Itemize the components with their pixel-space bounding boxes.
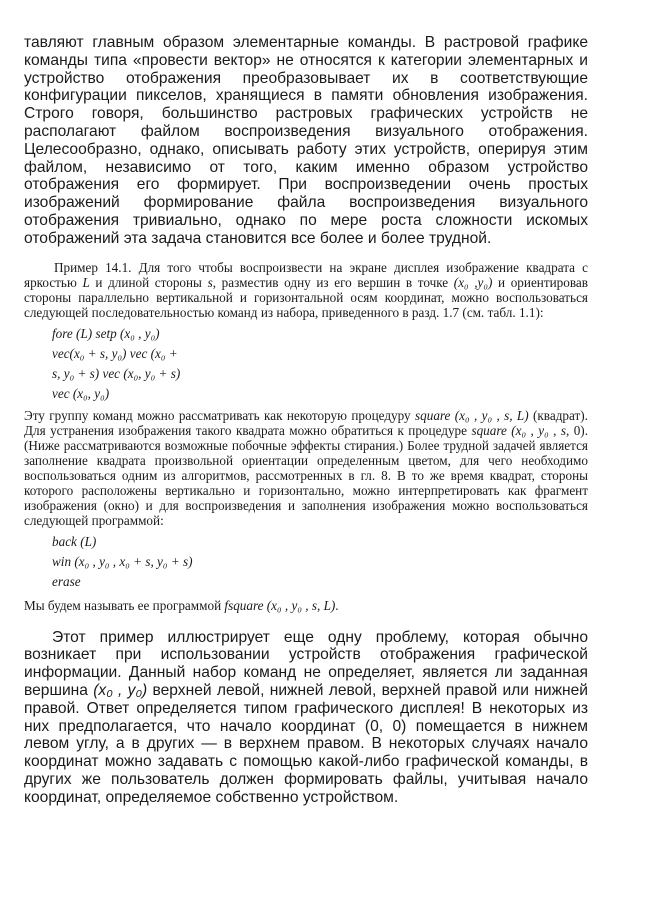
code-line: erase: [52, 573, 81, 589]
code-line: vec(x₀ + s, y₀) vec (x₀ +: [52, 345, 178, 361]
code-line: s, y₀ + s) vec (x₀, y₀ + s): [52, 365, 181, 381]
command-listing-fsquare: [52, 532, 588, 592]
paragraph-origin-problem: Этот пример иллюстрирует еще одну проблему, которая обычно возникает при использовании устройств отображения графической информации. Данный набор команд не определяет, является ли заданная вершина (x₀ , y₀) верхней левой, нижней левой, верхней правой или нижней правой. Ответ определяется типом графического дисплея! В некоторых из них предполагается, что начало координат (0, 0) помещается в нижнем левом углу, а в других — в верхнем правом. В некоторых случаях начало координат можно задавать с помощью какой-либо графической команды, в других же пользователь должен формировать файлы, учитывая начало координат, определяемое собственно устройством.: [24, 628, 589, 806]
command-listing-square: [52, 324, 588, 404]
book-page: [24, 34, 588, 807]
code-line: back (L): [52, 533, 97, 549]
code-line: fore (L) setp (x₀ , y₀): [52, 325, 160, 341]
code-line: vec (x₀, y₀): [52, 385, 110, 401]
code-line: win (x₀ , y₀ , x₀ + s, y₀ + s): [52, 553, 193, 569]
example-14-1: Пример 14.1. Для того чтобы воспроизвести на экране дисплея изображение квадрата с яркостью L и длиной стороны s, разместив одну из его вершин в точке (x₀ ,y₀) и ориентировав стороны параллельно вертикальной и горизонтальной осям координат, можно воспользоваться следующей последовательностью команд из набора, приведенного в разд. 1.7 (см. табл. 1.1):: [24, 259, 588, 320]
paragraph-continuation: тавляют главным образом элементарные команды. В растровой графике команды типа «провести вектор» не относятся к категории элементарных и устройство отображения преобразовывает их в соответствующие конфигурации пикселов, хранящиеся в памяти обновления изображения. Строго говоря, большинство растровых графических устройств не располагают файлом воспроизведения визуального отображения. Целесообразно, однако, описывать работу этих устройств, оперируя этим файлом, независимо от того, каким именно образом устройство отображения его формирует. При воспроизведении очень простых изображений формирование файла воспроизведения визуального отображения тривиально, однако по мере роста сложности искомых отображений эта задача становится все более и более трудной.: [24, 34, 588, 247]
procedure-explanation: Эту группу команд можно рассматривать как некоторую процедуру square (x₀ , y₀ , s, L) (квадрат). Для устранения изображения такого квадрата можно обратиться к процедуре square (x₀ , y₀ , s, 0). (Ниже рассматриваются возможные побочные эффекты стирания.) Более трудной задачей является заполнение квадрата произвольной ориентации определенным цветом, для чего необходимо воспользоваться одним из алгоритмов, рассмотренных в гл. 8. В то же время квадрат, стороны которого расположены вертикально и горизонтально, можно интерпретировать как фрагмент изображения (окно) и для воспроизведения и заполнения изображения можно воспользоваться следующей программой:: [24, 407, 588, 528]
program-name-line: Мы будем называть ее программой fsquare (x₀ , y₀ , s, L).: [24, 597, 339, 613]
